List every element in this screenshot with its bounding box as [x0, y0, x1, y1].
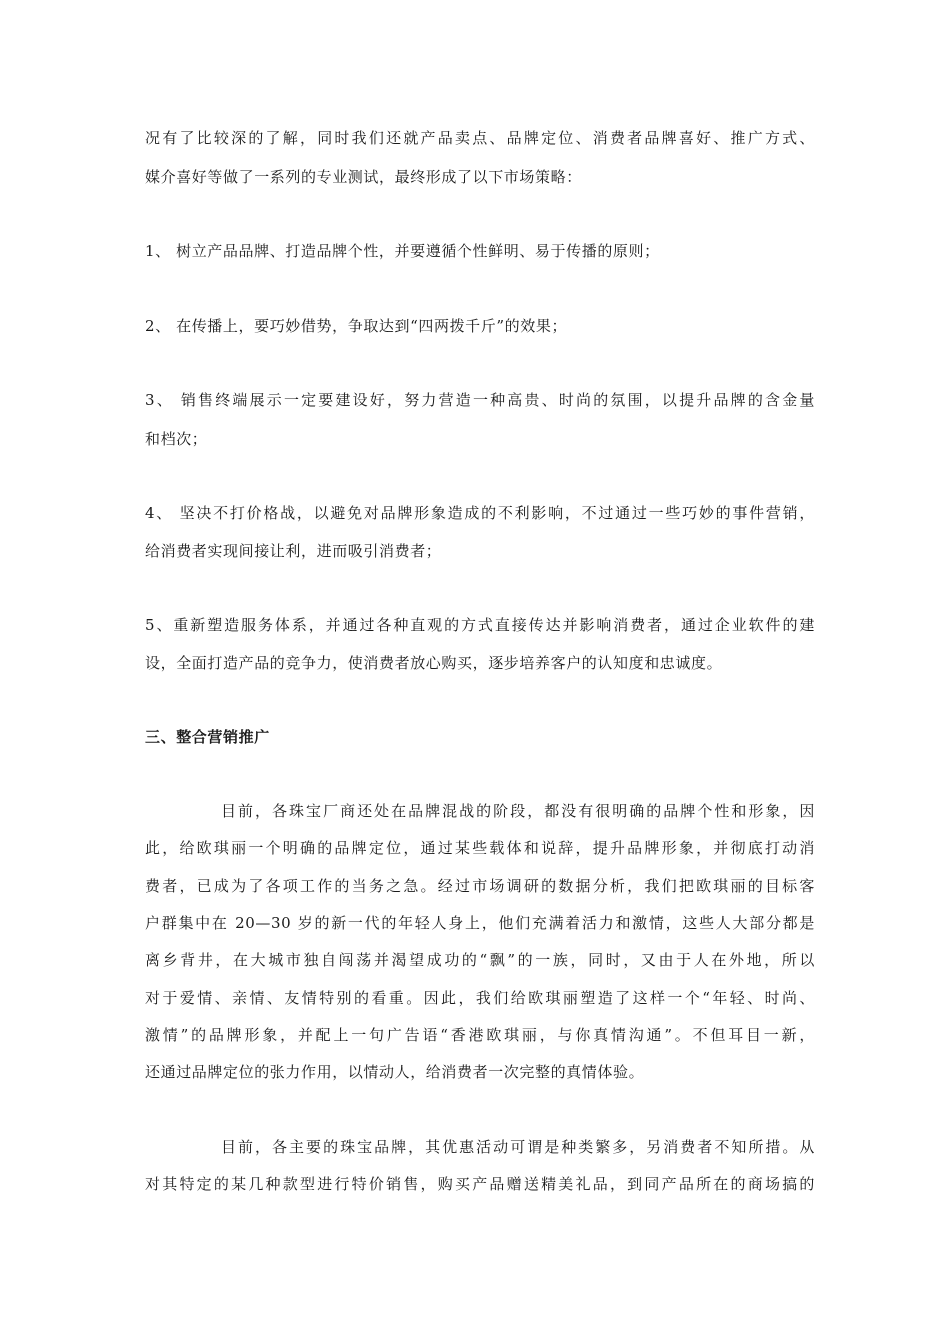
paragraph-2-line-2: 对其特定的某几种款型进行特价销售，购买产品赠送精美礼品，到同产品所在的商场搞的	[145, 1175, 815, 1193]
paragraph-1-line-6: 对于爱情、亲情、友情特别的看重。因此，我们给欧琪丽塑造了这样一个“年轻、时尚、	[145, 989, 815, 1007]
strategy-item-5-line-2: 设，全面打造产品的竞争力，使消费者放心购买，逐步培养客户的认知度和忠诚度。	[145, 654, 723, 672]
paragraph-1-line-4: 户群集中在 20—30 岁的新一代的年轻人身上，他们充满着活力和激情，这些人大部分都是	[145, 914, 815, 932]
strategy-item-4-line-2: 给消费者实现间接让利，进而吸引消费者；	[145, 542, 442, 560]
paragraph-2-line-1: 目前，各主要的珠宝品牌，其优惠活动可谓是种类繁多，另消费者不知所措。从	[221, 1138, 815, 1156]
paragraph-1-line-1: 目前，各珠宝厂商还处在品牌混战的阶段，都没有很明确的品牌个性和形象，因	[221, 802, 815, 820]
paragraph-1-line-5: 离乡背井，在大城市独自闯荡并渴望成功的“飘”的一族，同时，又由于人在外地，所以	[145, 951, 815, 969]
paragraph-1-line-3: 费者，已成为了各项工作的当务之急。经过市场调研的数据分析，我们把欧琪丽的目标客	[145, 877, 815, 895]
intro-line-1: 况有了比较深的了解，同时我们还就产品卖点、品牌定位、消费者品牌喜好、推广方式、	[145, 129, 815, 147]
paragraph-1-line-8: 还通过品牌定位的张力作用，以情动人，给消费者一次完整的真情体验。	[145, 1063, 645, 1081]
paragraph-1-line-7: 激情”的品牌形象，并配上一句广告语“香港欧琪丽，与你真情沟通”。不但耳目一新，	[145, 1026, 815, 1044]
intro-line-2: 媒介喜好等做了一系列的专业测试，最终形成了以下市场策略：	[145, 168, 582, 186]
strategy-item-3-line-1: 3、 销售终端展示一定要建设好，努力营造一种高贵、时尚的氛围，以提升品牌的含金量	[145, 391, 815, 409]
strategy-item-2: 2、 在传播上，要巧妙借势，争取达到“四两拨千斤”的效果；	[145, 317, 568, 335]
strategy-item-1: 1、 树立产品品牌、打造品牌个性，并要遵循个性鲜明、易于传播的原则；	[145, 242, 660, 260]
strategy-item-4-line-1: 4、 坚决不打价格战，以避免对品牌形象造成的不利影响，不过通过一些巧妙的事件营销，	[145, 504, 815, 522]
paragraph-1-line-2: 此，给欧琪丽一个明确的品牌定位，通过某些载体和说辞，提升品牌形象，并彻底打动消	[145, 839, 815, 857]
section-heading: 三、整合营销推广	[145, 728, 270, 746]
strategy-item-3-line-2: 和档次；	[145, 430, 208, 448]
strategy-item-5-line-1: 5、重新塑造服务体系，并通过各种直观的方式直接传达并影响消费者，通过企业软件的建	[145, 616, 815, 634]
